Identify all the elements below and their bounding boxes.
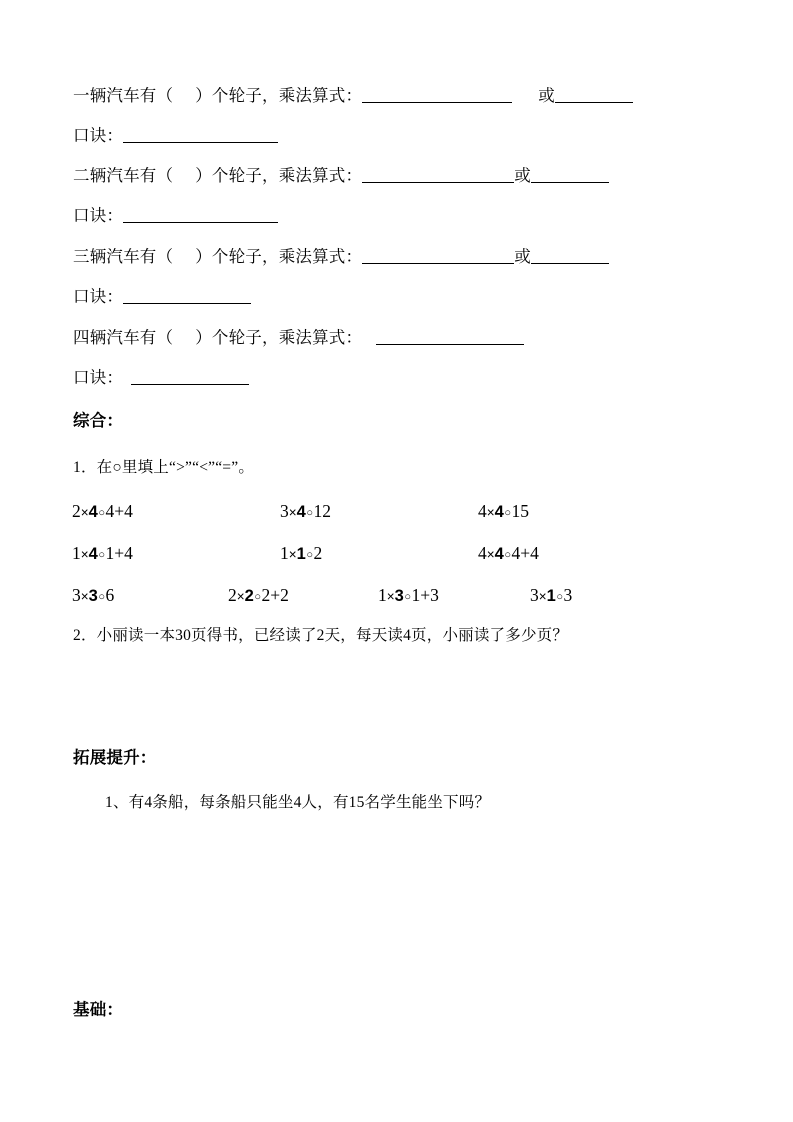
comparison-row-1 [0, 501, 793, 525]
comparison-item-2-3[interactable]: 4×4○4+4 [478, 543, 539, 563]
formula-blank-3[interactable] [123, 287, 251, 304]
formula-label-4: 口诀： [73, 368, 124, 388]
answer-blank-1b[interactable] [555, 86, 633, 103]
question-prefix-3: 三辆汽车有（ [73, 247, 174, 267]
section-heading-basics: 基础： [73, 1000, 124, 1019]
exercise-2-text: 2．小丽读一本30页得书，已经读了2天，每天读4页，小丽读了多少页？ [73, 627, 569, 644]
extension-question-1: 1、有4条船，每条船只能坐4人，有15名学生能坐下吗？ [105, 794, 491, 811]
or-label-2: 或 [514, 166, 531, 186]
question-prefix-1: 一辆汽车有（ [73, 86, 174, 106]
question-suffix-3: ）个轮子，乘法算式： [195, 247, 363, 267]
or-label-3: 或 [514, 247, 531, 267]
question-suffix-2: ）个轮子，乘法算式： [195, 166, 363, 186]
question-prefix-4: 四辆汽车有（ [73, 328, 174, 348]
formula-line-1 [73, 126, 278, 146]
comparison-row-2 [0, 543, 793, 567]
question-prefix-2: 二辆汽车有（ [73, 166, 174, 186]
comparison-item-3-2[interactable]: 2×2○2+2 [228, 585, 289, 605]
section-heading-extension: 拓展提升： [73, 748, 157, 767]
or-label-1: 或 [538, 86, 555, 106]
question-suffix-4: ）个轮子，乘法算式： [195, 328, 363, 348]
formula-blank-4[interactable] [131, 368, 249, 385]
question-line-2 [73, 166, 609, 186]
answer-blank-4a[interactable] [376, 328, 524, 345]
answer-blank-3b[interactable] [531, 247, 609, 264]
formula-line-4 [73, 368, 249, 388]
comparison-item-2-1[interactable]: 1×4○1+4 [72, 543, 133, 563]
answer-blank-2a[interactable] [362, 166, 514, 183]
formula-blank-1[interactable] [123, 126, 278, 143]
formula-label-1: 口诀： [73, 126, 124, 146]
comparison-item-1-3[interactable]: 4×4○15 [478, 501, 529, 521]
comparison-item-1-1[interactable]: 2×4○4+4 [72, 501, 133, 521]
question-line-1 [73, 86, 633, 106]
section-heading-comprehensive: 综合： [73, 411, 124, 430]
question-line-3 [73, 247, 609, 267]
answer-blank-2b[interactable] [531, 166, 609, 183]
question-line-4 [73, 328, 524, 348]
formula-blank-2[interactable] [123, 206, 278, 223]
formula-line-2 [73, 206, 278, 226]
answer-blank-1a[interactable] [362, 86, 512, 103]
formula-line-3 [73, 287, 251, 307]
exercise-1-instruction: 1．在○里填上“>”“<”“=”。 [73, 459, 255, 476]
comparison-item-1-2[interactable]: 3×4○12 [280, 501, 331, 521]
question-suffix-1: ）个轮子，乘法算式： [195, 86, 363, 106]
comparison-row-3 [0, 585, 793, 609]
formula-label-2: 口诀： [73, 206, 124, 226]
formula-label-3: 口诀： [73, 287, 124, 307]
comparison-item-3-3[interactable]: 1×3○1+3 [378, 585, 439, 605]
comparison-item-3-1[interactable]: 3×3○6 [72, 585, 115, 605]
comparison-item-3-4[interactable]: 3×1○3 [530, 585, 573, 605]
comparison-item-2-2[interactable]: 1×1○2 [280, 543, 323, 563]
answer-blank-3a[interactable] [362, 247, 514, 264]
